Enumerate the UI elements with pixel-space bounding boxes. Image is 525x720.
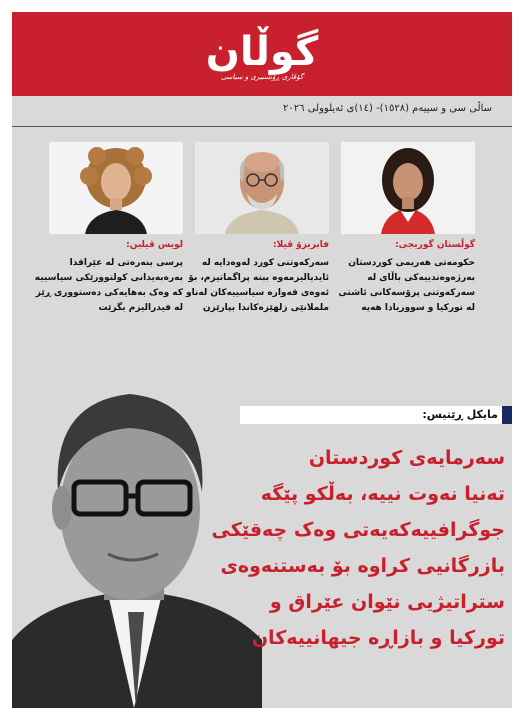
masthead bbox=[12, 12, 512, 96]
headline-line: تورکیا و بازاڕە جیهانییەکان bbox=[251, 627, 505, 649]
feature-headline bbox=[211, 440, 505, 656]
quote-line: بەرژەوەندییەکی باڵای لە bbox=[367, 273, 475, 283]
portrait-photo-2 bbox=[195, 142, 329, 234]
quote-1 bbox=[338, 256, 475, 316]
quote-line: پرسی بنەرەتی لە عێراقدا bbox=[69, 258, 183, 268]
person-name-1: گوڵستان گوریجی: bbox=[395, 240, 475, 250]
person-name-2: فابریزۆ ڤیلا: bbox=[273, 240, 329, 250]
headline-line: ستراتیژیی نێوان عێراق و bbox=[269, 591, 505, 613]
quote-line: سەرکەوتنی کورد لەوەدایە لە bbox=[201, 258, 329, 268]
feature-author: مایکل ڕێتیس: bbox=[422, 408, 498, 421]
man-glasses-portrait bbox=[195, 142, 329, 234]
issue-info-bar bbox=[12, 96, 512, 127]
quote-line: ململانێی زلهێزەکاندا بپارێزن bbox=[202, 303, 329, 313]
quote-line: لە تورکیا و سووریادا هەیە bbox=[361, 303, 475, 313]
headline-line: جوگرافییەکەیەتی وەک چەقێکی bbox=[211, 519, 505, 541]
accent-block bbox=[502, 406, 512, 424]
logo-tagline: گۆڤاری ڕۆشنبیری و سیاسی bbox=[220, 73, 304, 81]
quote-3 bbox=[34, 256, 183, 316]
quote-line: بەرەبەیدانی کولتوورێکی سیاسییە bbox=[34, 273, 183, 283]
issue-info: ساڵی سی و سییەم (١٥٢٨)- (١٤)ی ئەیلوولی ٢٠٢٦ bbox=[283, 103, 492, 114]
logo-wordmark: گوڵان bbox=[205, 29, 319, 75]
quote-line: کە وەک بەهایەکی دەستووری ڕێز bbox=[35, 288, 183, 298]
woman-red-jacket-portrait bbox=[341, 142, 475, 234]
headline-line: سەرمایەی کوردستان bbox=[308, 447, 505, 469]
portrait-photo-3 bbox=[49, 142, 183, 234]
quote-line: ئەوەی قەوارە سیاسییەکان لەناو bbox=[186, 288, 329, 298]
portrait-photo-1 bbox=[341, 142, 475, 234]
headline-line: بازرگانیی کراوە بۆ بەستنەوەی bbox=[220, 555, 505, 577]
woman-curly-hair-portrait bbox=[49, 142, 183, 234]
headline-line: تەنیا نەوت نییە، بەڵکو پێگە bbox=[260, 483, 505, 505]
quote-line: حکومەتی هەریمی کوردستان bbox=[348, 258, 475, 268]
quote-line: ئایدیالیزمەوە ببنە پراگماتیزم، بۆ bbox=[188, 273, 329, 283]
quote-line: سەرکەوتنی پرۆسەکانی ئاشتی bbox=[338, 288, 475, 298]
quote-2 bbox=[186, 256, 329, 316]
logo bbox=[172, 26, 352, 88]
quote-line: لە فیدرالیزم بگرێت bbox=[98, 303, 183, 313]
magazine-cover bbox=[12, 12, 512, 708]
person-name-3: لویس ڤیلین: bbox=[126, 240, 183, 250]
feature-author-bar bbox=[240, 406, 512, 424]
